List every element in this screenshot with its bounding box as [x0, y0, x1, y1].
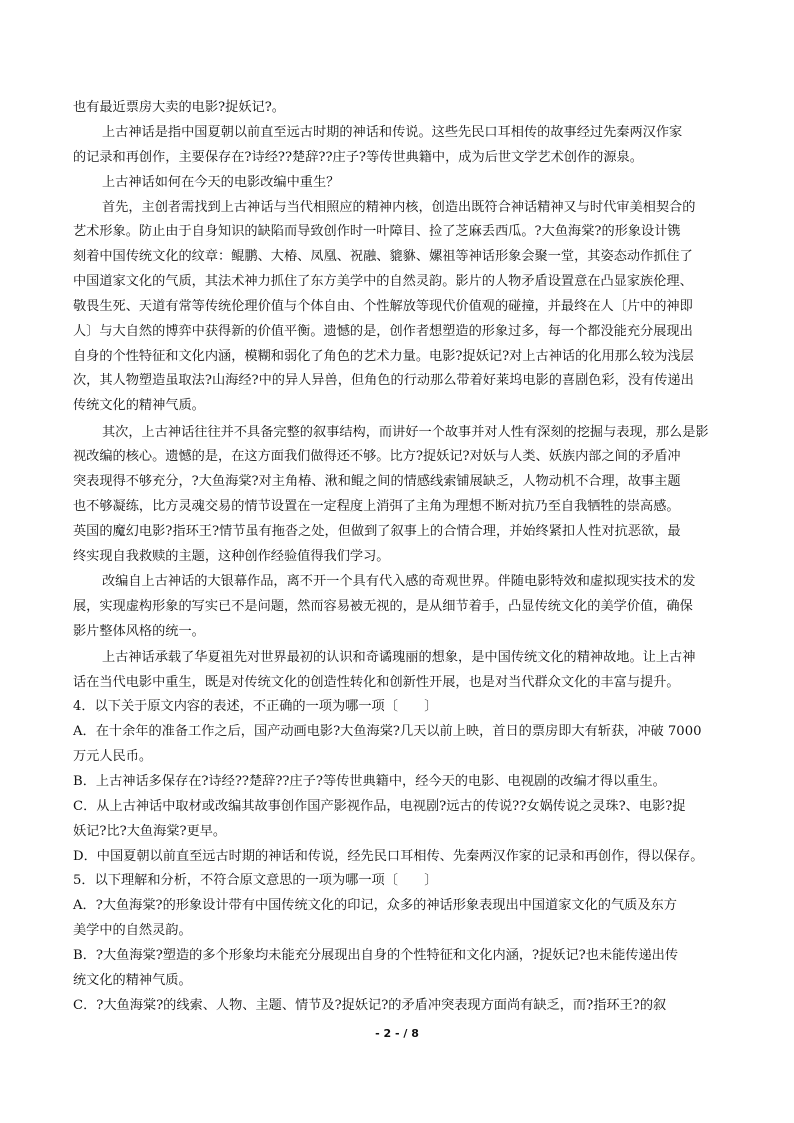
text-line: 也有最近票房大卖的电影?捉妖记?。 — [73, 100, 285, 115]
option-c: C．从上古神话中取材或改编其故事创作国产影视作品，电视剧?远古的传说??女娲传说之灵珠?、电影?捉 — [73, 799, 686, 814]
text-line: 其次，上古神话往往并不具备完整的叙事结构，而讲好一个故事并对人性有深刻的挖掘与表现，那么是影 — [102, 425, 709, 440]
option-a: A．在十余年的准备工作之后，国产动画电影?大鱼海棠?几天以前上映，首日的票房即大有斩获，冲破 7000 — [73, 724, 702, 739]
option-a-cont: 万元人民币。 — [73, 749, 153, 764]
text-line: 展，实现虚构形象的写实已不是问题，然而容易被无视的，是从细节着手，凸显传统文化的美学价值，确保 — [73, 599, 693, 614]
text-line: 自身的个性特征和文化内涵，模糊和弱化了角色的艺术力量。电影?捉妖记?对上古神话的化用那么较为浅层 — [73, 349, 694, 364]
page-number: - 2 - / 8 — [375, 1027, 419, 1040]
text-line: 敬畏生死、天道有常等传统伦理价值与个体自由、个性解放等现代价值观的碰撞，并最终在人〔片中的神即 — [73, 299, 693, 314]
text-line: 话在当代电影中重生，既是对传统文化的创造性转化和创新性开展，也是对当代群众文化的丰富与提升。 — [73, 675, 680, 690]
text-line: 英国的魔幻电影?指环王?情节虽有拖沓之处，但做到了叙事上的合情合理，并始终紧扣人性对抗恶欲，最 — [73, 524, 681, 539]
text-line: 刻着中国传统文化的纹章：鲲鹏、大椿、凤凰、祝融、貔貅、嫘祖等神话形象会聚一堂，其姿态动作抓住了 — [73, 249, 693, 264]
text-line: 人〕与大自然的博弈中获得新的价值平衡。遗憾的是，创作者想塑造的形象过多，每一个都没能充分展现出 — [73, 324, 693, 339]
option-b: B．?大鱼海棠?塑造的多个形象均未能充分展现出自身的个性特征和文化内涵，?捉妖记?也未能传递出传 — [73, 948, 679, 963]
text-line: 传统文化的精神气质。 — [73, 398, 205, 413]
text-line: 突表现得不够充分，?大鱼海棠?对主角椿、湫和鲲之间的情感线索铺展缺乏，人物动机不合理，故事主题 — [73, 474, 681, 489]
option-a: A．?大鱼海棠?的形象设计带有中国传统文化的印记，众多的神话形象表现出中国道家文化的气质及东方 — [73, 898, 677, 913]
text-line: 影片整体风格的统一。 — [73, 624, 205, 639]
question-4: 4．以下关于原文内容的表述，不正确的一项为哪一项〔 〕 — [73, 699, 438, 714]
text-line: 终实现自我救赎的主题，这种创作经验值得我们学习。 — [73, 549, 390, 564]
option-a-cont: 美学中的自然灵韵。 — [73, 923, 192, 938]
text-line: 首先，主创者需找到上古神话与当代相照应的精神内核，创造出既符合神话精神又与时代审美相契合的 — [102, 200, 696, 215]
question-5: 5．以下理解和分析，不符合原文意思的一项为哪一项〔 〕 — [73, 873, 438, 888]
section-heading: 上古神话如何在今天的电影改编中重生？ — [102, 175, 340, 190]
text-line: 中国道家文化的气质，其法术神力抓住了东方美学中的自然灵韵。影片的人物矛盾设置意在凸显家族伦理、 — [73, 274, 693, 289]
text-line: 也不够凝练，比方灵魂交易的情节设置在一定程度上消弭了主角为理想不断对抗乃至自我牺牲的崇高感。 — [73, 499, 680, 514]
text-line: 次，其人物塑造虽取法?山海经?中的异人异兽，但角色的行动那么带着好莱坞电影的喜剧色彩，没有传递出 — [73, 373, 694, 388]
text-line: 的记录和再创作，主要保存在?诗经??楚辞??庄子?等传世典籍中，成为后世文学艺术创作的源泉。 — [73, 150, 643, 165]
option-d: D．中国夏朝以前直至远古时期的神话和传说，经先民口耳相传、先秦两汉作家的记录和再创作，得以保存。 — [73, 849, 704, 864]
option-c: C．?大鱼海棠?的线索、人物、主题、情节及?捉妖记?的矛盾冲突表现方面尚有缺乏，而?指环王?的叙 — [73, 998, 667, 1013]
text-line: 改编自上古神话的大银幕作品，离不开一个具有代入感的奇观世界。伴随电影特效和虚拟现实技术的发 — [102, 574, 696, 589]
text-line: 视改编的核心。遗憾的是，在这方面我们做得还不够。比方?捉妖记?对妖与人类、妖族内部之间的矛盾冲 — [73, 449, 681, 464]
text-line: 上古神话是指中国夏朝以前直至远古时期的神话和传说。这些先民口耳相传的故事经过先秦两汉作家 — [102, 125, 683, 140]
option-c-cont: 妖记?比?大鱼海棠?更早。 — [73, 824, 227, 839]
text-line: 艺术形象。防止由于自身知识的缺陷而导致创作时一叶障目、捡了芝麻丢西瓜。?大鱼海棠?的形象设计镌 — [73, 224, 681, 239]
text-line: 上古神话承载了华夏祖先对世界最初的认识和奇谲瑰丽的想象，是中国传统文化的精神故地。让上古神 — [102, 650, 696, 665]
option-b-cont: 统文化的精神气质。 — [73, 973, 192, 988]
option-b: B．上古神话多保存在?诗经??楚辞??庄子?等传世典籍中，经今天的电影、电视剧的改编才得以重生。 — [73, 774, 666, 789]
